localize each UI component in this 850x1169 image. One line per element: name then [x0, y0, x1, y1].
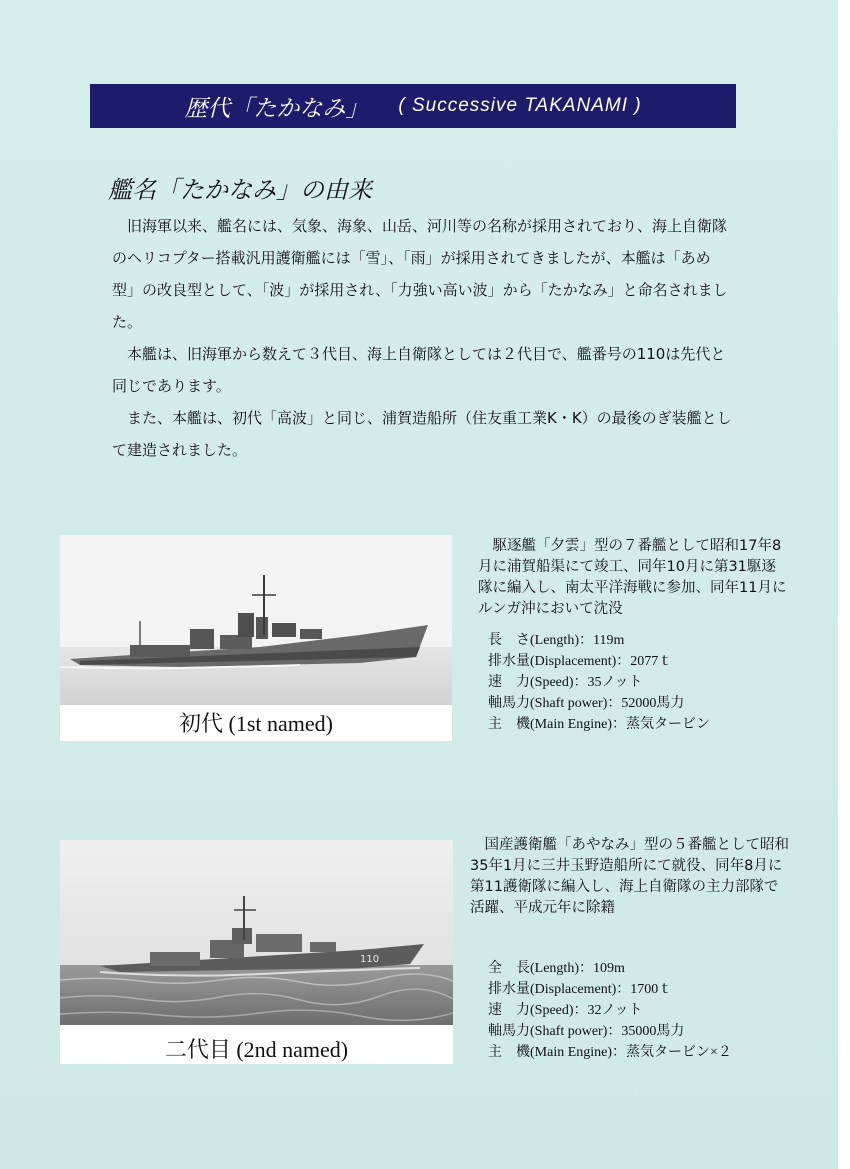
spec-length: 全 長(Length)：109m	[488, 961, 625, 976]
ship-photo-1st	[60, 535, 452, 741]
specs-1st	[488, 630, 710, 735]
spec-main-engine: 主 機(Main Engine)：蒸気タービン	[488, 717, 711, 732]
ship-photo-2nd	[60, 840, 453, 1064]
paragraph: 旧海軍以来、艦名には、気象、海象、山岳、河川等の名称が採用されており、海上自衛隊のヘリコプター搭載汎用護衛艦には「雪」、「雨」が採用されてきましたが、本艦は「あめ型」の改良型として、「波」が採用され、「力強い高い波」から「たかなみ」と命名されました。	[112, 217, 728, 331]
paragraph: また、本艦は、初代「高波」と同じ、浦賀造船所（住友重工業K・K）の最後のぎ装艦として建造されました。	[112, 409, 732, 459]
spec-displacement: 排水量(Displacement)：2077ｔ	[488, 654, 673, 669]
specs-2nd	[488, 958, 732, 1063]
destroyer-1st-image	[60, 535, 452, 705]
description-2nd	[470, 835, 790, 919]
spec-shaft-power: 軸馬力(Shaft power)：52000馬力	[488, 696, 685, 711]
title-banner	[90, 84, 736, 128]
description-text: 国産護衛艦「あやなみ」型の５番艦として昭和35年1月に三井玉野造船所にて就役、同年8月に第11護衛隊に編入し、海上自衛隊の主力部隊で活躍、平成元年に除籍	[470, 837, 789, 916]
title-jp: 歴代「たかなみ」	[184, 95, 369, 122]
intro-text	[112, 210, 732, 466]
spec-shaft-power: 軸馬力(Shaft power)：35000馬力	[488, 1024, 685, 1039]
paragraph: 本艦は、旧海軍から数えて３代目、海上自衛隊としては２代目で、艦番号の110は先代と同じであります。	[112, 345, 726, 395]
caption-2nd: 二代目 (2nd named)	[164, 1037, 349, 1062]
page-edge	[838, 0, 850, 1169]
hull-number: 110	[360, 954, 380, 965]
spec-displacement: 排水量(Displacement)：1700ｔ	[488, 982, 673, 997]
caption-1st: 初代 (1st named)	[179, 711, 333, 736]
destroyer-2nd-image	[60, 840, 453, 1025]
spec-main-engine: 主 機(Main Engine)：蒸気タービン×２	[488, 1045, 732, 1060]
title-en: ( Successive TAKANAMI )	[398, 95, 642, 116]
spec-speed: 速 力(Speed)：32ノット	[488, 1003, 643, 1018]
description-text: 駆逐艦「夕雲」型の７番艦として昭和17年8月に浦賀船渠にて竣工、同年10月に第31駆逐隊に編入し、南太平洋海戦に参加、同年11月にルンガ沖において沈没	[478, 538, 787, 617]
spec-length: 長 さ(Length)：119m	[488, 633, 625, 648]
spec-speed: 速 力(Speed)：35ノット	[488, 675, 643, 690]
description-1st	[478, 536, 788, 620]
section-heading: 艦名「たかなみ」の由来	[108, 176, 372, 204]
